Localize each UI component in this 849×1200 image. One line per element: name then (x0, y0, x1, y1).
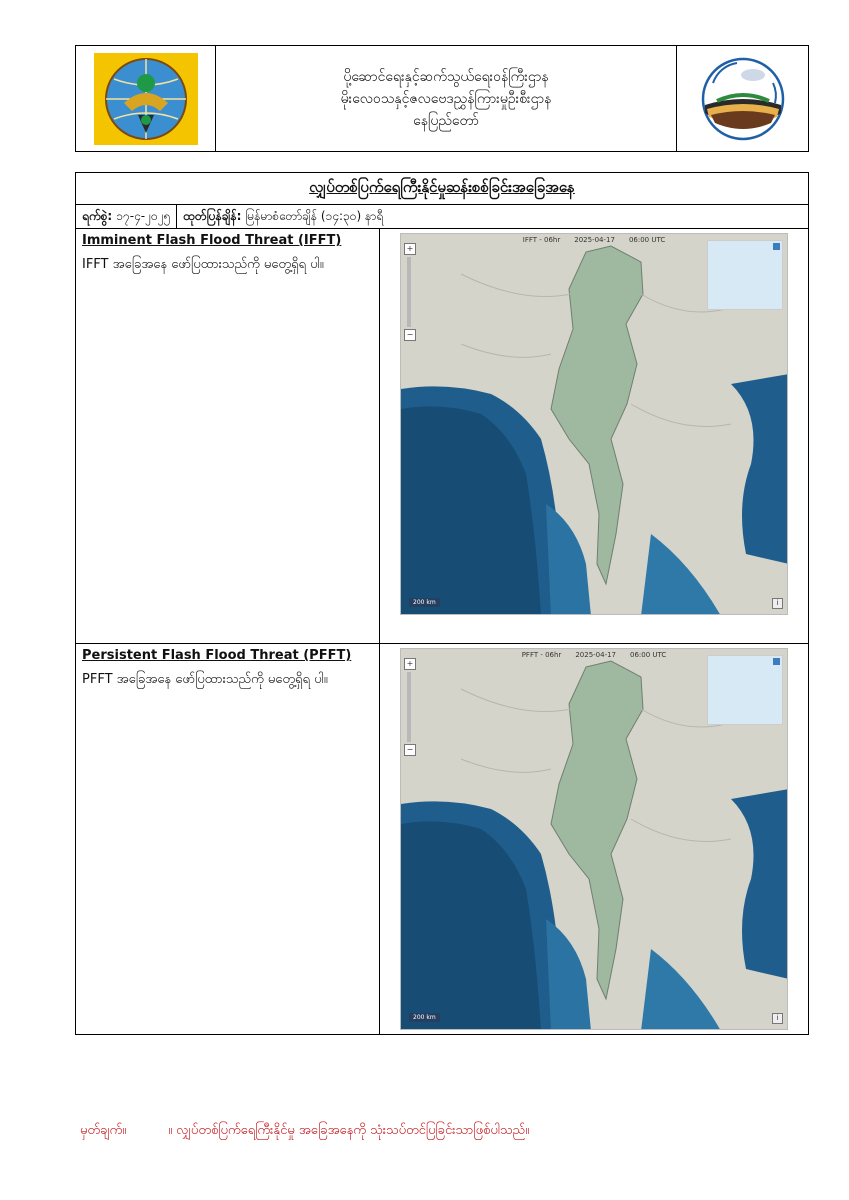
pfft-row (76, 644, 808, 1035)
pfft-zoom-slider[interactable] (407, 672, 411, 742)
ministry-name: ပို့ဆောင်ရေးနှင့်ဆက်သွယ်ရေးဝန်ကြီးဌာန (343, 68, 549, 85)
report-title: လျှပ်တစ်ပြက်ရေကြီးနိုင်မှုဆန်းစစ်ခြင်းအခြေအနေ (76, 173, 808, 205)
pfft-map[interactable] (400, 648, 788, 1030)
ifft-title: Imminent Flash Flood Threat (IFFT) (82, 233, 342, 248)
report-meta-row (76, 205, 808, 229)
date-value: ၁၇-၄-၂၀၂၅ (116, 208, 171, 223)
ifft-overview-map[interactable] (707, 240, 783, 310)
ifft-zoom-out-button[interactable]: − (404, 329, 416, 341)
pfft-info-icon[interactable]: i (772, 1013, 783, 1024)
date-cell (76, 205, 177, 228)
ifft-map-time: 06:00 UTC (628, 236, 666, 244)
header-title-block (216, 46, 676, 151)
remark-label: မှတ်ချက်။ (80, 1123, 127, 1138)
pfft-scale-bar: 200 km (409, 1013, 440, 1022)
pfft-map-time: 06:00 UTC (630, 651, 667, 659)
remark-line (80, 1122, 529, 1141)
ministry-emblem-logo (94, 53, 198, 145)
ifft-text-cell (76, 229, 380, 643)
ifft-zoom-control (404, 243, 414, 341)
ifft-map[interactable] (400, 233, 788, 615)
pfft-description: PFFT အခြေအနေ ဖော်ပြထားသည်ကို မတွေ့ရှိရ ပါ။ (82, 672, 328, 687)
issue-time-value: မြန်မာစံတော်ချိန် (၁၄:၃၀) နာရီ (245, 208, 384, 223)
pfft-text-cell (76, 644, 380, 1035)
ifft-description: IFFT အခြေအနေ ဖော်ပြထားသည်ကို မတွေ့ရှိရ ပါ။ (82, 257, 324, 272)
ifft-map-date: 2025-04-17 (574, 236, 615, 244)
pfft-map-cell (380, 644, 808, 1035)
ifft-zoom-slider[interactable] (407, 257, 411, 327)
ifft-overview-toggle-button[interactable] (773, 243, 780, 250)
pfft-overview-toggle-button[interactable] (773, 658, 780, 665)
ifft-map-label: IFFT - 06hr (522, 236, 561, 244)
header-table (75, 45, 809, 152)
ifft-zoom-in-button[interactable]: + (404, 243, 416, 255)
ifft-row (76, 229, 808, 644)
date-label: ရက်စွဲ: (82, 208, 113, 223)
pfft-title: Persistent Flash Flood Threat (PFFT) (82, 648, 352, 663)
pfft-zoom-out-button[interactable]: − (404, 744, 416, 756)
ifft-scale-bar: 200 km (409, 598, 440, 607)
pfft-map-label: PFFT - 06hr (521, 651, 562, 659)
city-name: နေပြည်တော် (413, 112, 479, 129)
remark-text: ။ လျှပ်တစ်ပြက်ရေကြီးနိုင်မှု အခြေအနေကို သုံးသပ်တင်ပြခြင်းသာဖြစ်ပါသည်။ (168, 1123, 530, 1138)
report-table (75, 172, 809, 1035)
pfft-map-date: 2025-04-17 (575, 651, 617, 659)
pfft-overview-map[interactable] (707, 655, 783, 725)
issue-time-label: ထုတ်ပြန်ချိန်: (183, 208, 242, 223)
ministry-logo-cell (76, 46, 216, 151)
ifft-map-cell (380, 229, 808, 643)
ifft-info-icon[interactable]: i (772, 598, 783, 609)
water-cycle-logo (697, 53, 789, 145)
pfft-zoom-in-button[interactable]: + (404, 658, 416, 670)
department-name: မိုးလေဝသနှင့်ဇလဗေဒညွှန်ကြားမှုဦးစီးဌာန (340, 90, 552, 107)
issue-time-cell (177, 208, 389, 226)
dmh-logo-cell (676, 46, 808, 151)
pfft-zoom-control (404, 658, 414, 756)
